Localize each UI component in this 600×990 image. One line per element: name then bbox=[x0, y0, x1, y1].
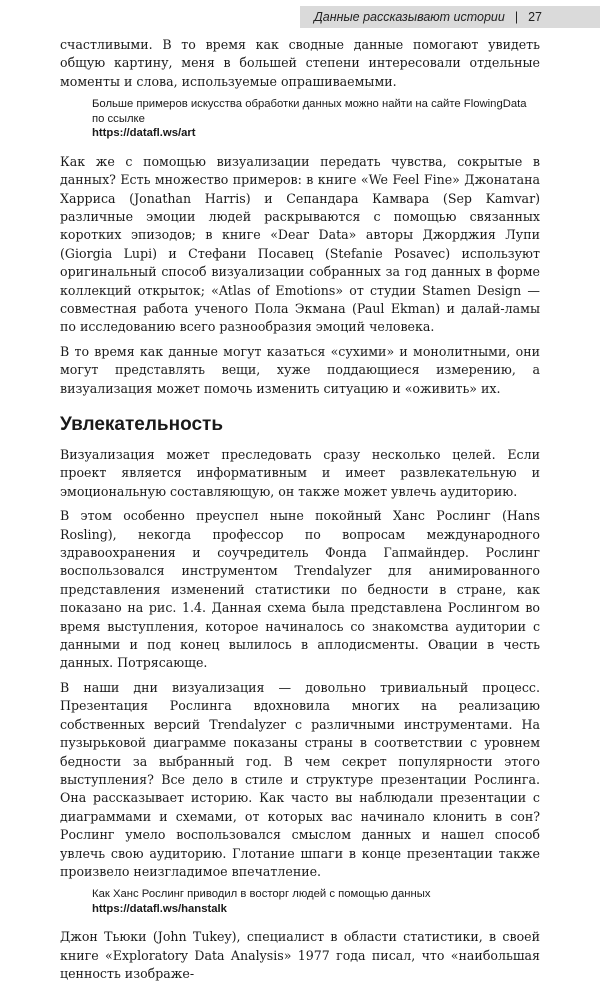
paragraph-5: В этом особенно преуспел ныне покойный Ханс Рослинг (Hans Rosling), некогда профессор по вопросам международного здравоохранения и соучредитель Фонда Гапмайндер. Рослинг воспользовался инструментом Trendalyzer для анимированного представления изменений статистики по бедности в стране, как показано на рис. 1.4. Данная схема была представлена Рослингом во время выступления, которое начиналось со знакомства аудитории с данными и под конец вылилось в аплодисменты. Овации в честь данных. Потрясающе. bbox=[60, 508, 540, 671]
paragraph-2: Как же с помощью визуализации передать чувства, сокрытые в данных? Есть множество примеров: в книге «We Feel Fine» Джонатана Харриса (Jonathan Harris) и Сепандара Камвара (Sep Kamvar) различные эмоции людей раскрываются с помощью связанных коротких эпизодов; в книге «Dear Data» авторы Джорджия Лупи (Giorgia Lupi) и Стефани Посавец (Stefanie Posavec) используют оригинальный способ визуализации собранных за год данных в форме коллекций открыток; «Atlas of Emotions» от студии Stamen Design — совместная работа ученого Пола Экмана (Paul Ekman) и далай-ламы по исследованию всего разнообразия эмоций человека. bbox=[60, 153, 540, 335]
note-flowingdata-link[interactable]: https://datafl.ws/art bbox=[92, 127, 196, 140]
note-hanstalk-link[interactable]: https://datafl.ws/hanstalk bbox=[92, 902, 227, 915]
note-flowingdata bbox=[92, 97, 540, 141]
paragraph-1: счастливыми. В то время как сводные данные помогают увидеть общую картину, меня в большей степени интересовали отдельные моменты и слова, используемые опрашиваемыми. bbox=[60, 37, 540, 89]
running-title: Данные рассказывают истории bbox=[313, 10, 505, 24]
paragraph-6: В наши дни визуализация — довольно тривиальный процесс. Презентация Рослинга вдохновила многих на реализацию собственных версий Trendalyzer с различными инструментами. На пузырьковой диаграмме показаны страны в соответствии с уровнем бедности за выбранный год. В чем секрет популярности этого выступления? Все дело в стиле и структуре презентации Рослинга. Она рассказывает историю. Как часто вы наблюдали презентации с диаграммами и схемами, от которых вас начинало клонить в сон? Рослинг умело воспользовался смыслом данных и нашел способ увлечь свою аудиторию. Глотание шпаги в конце презентации также произвело неизгладимое впечатление. bbox=[60, 679, 540, 879]
paragraph-3: В то время как данные могут казаться «сухими» и монолитными, они могут представлять вещи, хуже поддающиеся измерению, а визуализация может помочь изменить ситуацию и «оживить» их. bbox=[60, 343, 540, 396]
note-hanstalk-text: Как Ханс Рослинг приводил в восторг людей с помощью данных bbox=[92, 888, 431, 901]
header-separator: | bbox=[514, 10, 519, 24]
page-number: 27 bbox=[528, 10, 542, 24]
section-heading: Увлекательность bbox=[60, 414, 223, 435]
paragraph-4: Визуализация может преследовать сразу несколько целей. Если проект является информативным и имеет развлекательную и эмоциональную составляющую, он также может увлечь аудиторию. bbox=[60, 447, 540, 499]
page-body bbox=[60, 36, 540, 990]
note-flowingdata-text: Больше примеров искусства обработки данных можно найти на сайте FlowingData по ссылке bbox=[92, 98, 527, 125]
paragraph-7: Джон Тьюки (John Tukey), специалист в области статистики, в своей книге «Exploratory Data Analysis» 1977 года писал, что «наибольшая ценность изображе- bbox=[60, 929, 540, 982]
note-hanstalk bbox=[92, 887, 540, 916]
running-header bbox=[300, 6, 600, 28]
